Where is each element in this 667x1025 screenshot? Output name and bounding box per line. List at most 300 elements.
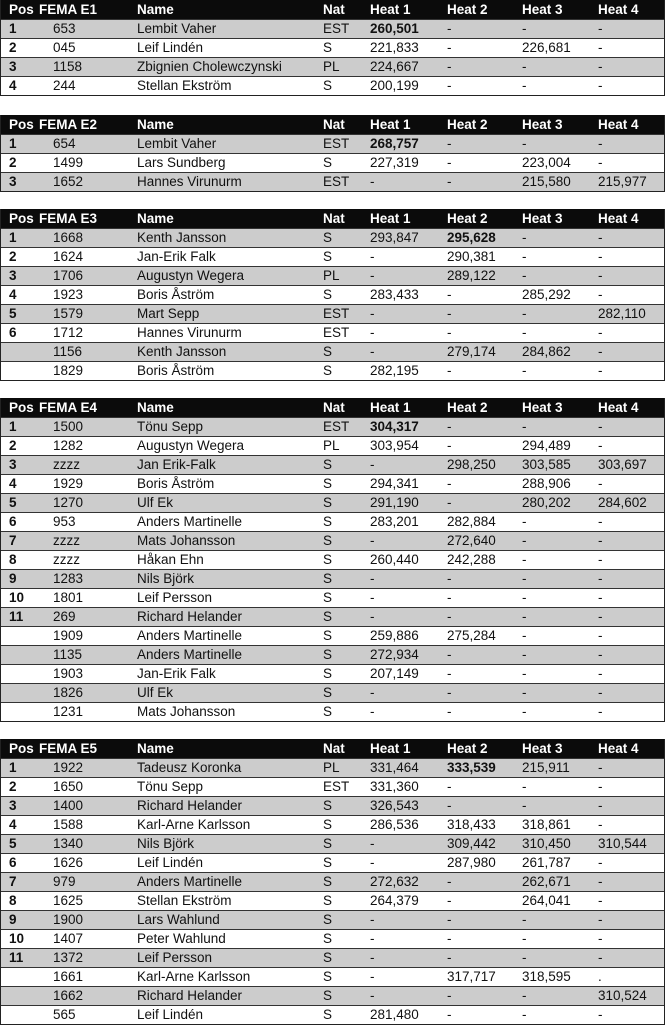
cell-h3: - — [522, 1007, 527, 1022]
cell-pos: 3 — [9, 798, 17, 813]
cell-h1: - — [370, 268, 375, 283]
cell-h4: 282,110 — [598, 306, 646, 321]
cell-h3: - — [522, 931, 527, 946]
cell-h3: - — [522, 419, 527, 434]
cell-h1: 331,360 — [370, 779, 419, 794]
cell-h2: - — [447, 438, 452, 453]
header-fema: FEMA E3 — [39, 211, 98, 226]
cell-h1: - — [370, 325, 375, 340]
cell-fema: 1903 — [53, 666, 84, 681]
cell-h4: - — [598, 666, 603, 681]
cell-nat: PL — [323, 760, 340, 775]
cell-pos: 9 — [9, 571, 17, 586]
cell-pos: 4 — [9, 78, 17, 93]
cell-pos: 1 — [9, 760, 17, 775]
cell-pos: 8 — [9, 893, 17, 908]
cell-h1: 260,440 — [370, 552, 419, 567]
cell-nat: S — [323, 931, 333, 946]
cell-name: Boris Åström — [137, 363, 215, 378]
cell-h2: 279,174 — [447, 344, 496, 359]
header-h4: Heat 4 — [598, 2, 639, 17]
header-fema: FEMA E5 — [39, 741, 98, 756]
cell-pos: 6 — [9, 855, 17, 870]
cell-h1: 268,757 — [370, 136, 419, 151]
table-row — [1, 76, 664, 95]
table-row — [1, 474, 664, 493]
cell-fema: 1579 — [53, 306, 84, 321]
cell-h2: - — [447, 704, 452, 719]
cell-h4: 284,602 — [598, 495, 647, 510]
cell-h1: - — [370, 685, 375, 700]
cell-h3: 288,906 — [522, 476, 571, 491]
cell-nat: S — [323, 344, 333, 359]
cell-h2: 282,884 — [447, 514, 496, 529]
cell-fema: 244 — [53, 78, 76, 93]
cell-h1: 291,190 — [370, 495, 419, 510]
header-fema: FEMA E1 — [39, 2, 98, 17]
cell-h1: 282,195 — [370, 363, 419, 378]
results-table — [0, 0, 665, 96]
cell-fema: 1626 — [53, 855, 84, 870]
cell-name: Richard Helander — [137, 988, 243, 1003]
cell-name: Kenth Jansson — [137, 344, 227, 359]
cell-h1: 283,433 — [370, 287, 419, 302]
table-row — [1, 569, 664, 588]
cell-h2: - — [447, 419, 452, 434]
cell-nat: S — [323, 457, 333, 472]
header-name: Name — [137, 117, 174, 132]
cell-name: Richard Helander — [137, 798, 243, 813]
cell-h1: 200,199 — [370, 78, 419, 93]
cell-fema: 1801 — [53, 590, 84, 605]
cell-h4: - — [598, 438, 603, 453]
table-row — [1, 417, 664, 436]
cell-h2: 317,717 — [447, 969, 496, 984]
cell-h1: - — [370, 344, 375, 359]
cell-nat: S — [323, 40, 333, 55]
cell-name: Ulf Ek — [137, 685, 174, 700]
cell-h1: - — [370, 969, 375, 984]
cell-h1: 272,632 — [370, 874, 419, 889]
cell-h4: - — [598, 647, 603, 662]
cell-h1: 227,319 — [370, 155, 419, 170]
cell-h1: - — [370, 704, 375, 719]
cell-name: Jan-Erik Falk — [137, 249, 216, 264]
cell-name: Leif Persson — [137, 950, 213, 965]
cell-nat: S — [323, 704, 333, 719]
cell-h3: - — [522, 249, 527, 264]
cell-pos: 1 — [9, 419, 17, 434]
header-h1: Heat 1 — [370, 2, 411, 17]
cell-h2: - — [447, 287, 452, 302]
cell-h3: - — [522, 704, 527, 719]
table-row — [1, 853, 664, 872]
cell-name: Anders Martinelle — [137, 628, 243, 643]
cell-name: Boris Åström — [137, 287, 215, 302]
cell-h3: - — [522, 666, 527, 681]
cell-h4: - — [598, 533, 603, 548]
cell-h4: - — [598, 571, 603, 586]
cell-h2: - — [447, 59, 452, 74]
cell-pos: 4 — [9, 476, 17, 491]
results-table — [0, 115, 665, 192]
cell-pos: 3 — [9, 268, 17, 283]
cell-h4: - — [598, 779, 603, 794]
cell-h1: 331,464 — [370, 760, 419, 775]
cell-h3: 262,671 — [522, 874, 571, 889]
cell-nat: EST — [323, 779, 350, 794]
header-fema: FEMA E2 — [39, 117, 98, 132]
cell-nat: S — [323, 647, 333, 662]
cell-h2: - — [447, 798, 452, 813]
cell-h2: - — [447, 306, 452, 321]
cell-h4: - — [598, 855, 603, 870]
cell-h1: 326,543 — [370, 798, 419, 813]
cell-h2: - — [447, 912, 452, 927]
cell-name: Anders Martinelle — [137, 874, 243, 889]
table-row — [1, 19, 664, 38]
table-header — [1, 115, 664, 134]
cell-fema: 1282 — [53, 438, 84, 453]
header-name: Name — [137, 741, 174, 756]
cell-h4: - — [598, 476, 603, 491]
cell-h2: 333,539 — [447, 760, 496, 775]
cell-name: Mats Johansson — [137, 533, 236, 548]
cell-h3: 318,861 — [522, 817, 571, 832]
cell-nat: S — [323, 571, 333, 586]
cell-h4: - — [598, 155, 603, 170]
cell-nat: S — [323, 533, 333, 548]
cell-nat: S — [323, 988, 333, 1003]
cell-h3: 303,585 — [522, 457, 571, 472]
table-row — [1, 626, 664, 645]
table-row — [1, 134, 664, 153]
cell-name: Leif Lindén — [137, 855, 204, 870]
cell-nat: S — [323, 1007, 333, 1022]
cell-h1: 260,501 — [370, 21, 419, 36]
cell-name: Nils Björk — [137, 836, 195, 851]
table-row — [1, 153, 664, 172]
cell-fema: 1661 — [53, 969, 84, 984]
cell-fema: 1407 — [53, 931, 84, 946]
cell-h1: - — [370, 306, 375, 321]
cell-h4: - — [598, 514, 603, 529]
cell-h4: - — [598, 685, 603, 700]
cell-h2: - — [447, 363, 452, 378]
cell-pos: 4 — [9, 287, 17, 302]
cell-name: Tönu Sepp — [137, 779, 204, 794]
cell-nat: S — [323, 836, 333, 851]
cell-h3: - — [522, 268, 527, 283]
cell-nat: EST — [323, 419, 350, 434]
header-pos: Pos — [9, 741, 34, 756]
table-row — [1, 645, 664, 664]
cell-h1: - — [370, 950, 375, 965]
table-row — [1, 683, 664, 702]
cell-nat: S — [323, 666, 333, 681]
header-h4: Heat 4 — [598, 741, 639, 756]
header-h1: Heat 1 — [370, 741, 411, 756]
header-h4: Heat 4 — [598, 400, 639, 415]
table-row — [1, 702, 664, 721]
cell-fema: 1588 — [53, 817, 84, 832]
cell-h4: - — [598, 230, 603, 245]
cell-name: Stellan Ekström — [137, 78, 232, 93]
cell-pos: 1 — [9, 136, 17, 151]
cell-nat: S — [323, 969, 333, 984]
cell-nat: EST — [323, 136, 350, 151]
cell-name: Kenth Jansson — [137, 230, 227, 245]
cell-h3: - — [522, 533, 527, 548]
cell-nat: S — [323, 155, 333, 170]
cell-h2: - — [447, 647, 452, 662]
cell-name: Anders Martinelle — [137, 647, 243, 662]
cell-h3: - — [522, 306, 527, 321]
table-row — [1, 285, 664, 304]
cell-h3: 318,595 — [522, 969, 571, 984]
cell-pos: 9 — [9, 912, 17, 927]
table-row — [1, 493, 664, 512]
cell-h2: 272,640 — [447, 533, 496, 548]
cell-h4: - — [598, 419, 603, 434]
cell-pos: 11 — [9, 609, 24, 624]
header-h2: Heat 2 — [447, 211, 488, 226]
table-row — [1, 228, 664, 247]
cell-name: Augustyn Wegera — [137, 268, 245, 283]
table-row — [1, 304, 664, 323]
cell-nat: S — [323, 950, 333, 965]
cell-h4: 310,544 — [598, 836, 647, 851]
cell-name: Anders Martinelle — [137, 514, 243, 529]
cell-nat: S — [323, 590, 333, 605]
cell-h2: 295,628 — [447, 230, 496, 245]
cell-nat: S — [323, 817, 333, 832]
cell-fema: zzzz — [53, 533, 80, 548]
table-row — [1, 172, 664, 191]
cell-h1: - — [370, 457, 375, 472]
cell-name: Stellan Ekström — [137, 893, 232, 908]
cell-name: Leif Lindén — [137, 40, 204, 55]
header-h4: Heat 4 — [598, 211, 639, 226]
table-row — [1, 323, 664, 342]
cell-name: Peter Wahlund — [137, 931, 226, 946]
cell-fema: 269 — [53, 609, 76, 624]
cell-name: Leif Lindén — [137, 1007, 204, 1022]
cell-h1: 286,536 — [370, 817, 419, 832]
results-table — [0, 398, 665, 722]
cell-h2: 289,122 — [447, 268, 496, 283]
table-header — [1, 209, 664, 228]
cell-h4: - — [598, 950, 603, 965]
table-header — [1, 0, 664, 19]
table-row — [1, 361, 664, 380]
cell-h4: 303,697 — [598, 457, 647, 472]
cell-h4: - — [598, 59, 603, 74]
cell-h2: - — [447, 931, 452, 946]
cell-nat: S — [323, 609, 333, 624]
cell-nat: EST — [323, 174, 350, 189]
cell-h4: - — [598, 931, 603, 946]
cell-pos: 5 — [9, 495, 17, 510]
cell-h1: 304,317 — [370, 419, 419, 434]
results-table — [0, 209, 665, 381]
cell-h2: - — [447, 1007, 452, 1022]
cell-fema: 1400 — [53, 798, 84, 813]
table-row — [1, 266, 664, 285]
header-nat: Nat — [323, 211, 345, 226]
cell-nat: PL — [323, 268, 340, 283]
cell-fema: 1829 — [53, 363, 84, 378]
cell-h1: - — [370, 533, 375, 548]
cell-name: Lembit Vaher — [137, 136, 217, 151]
cell-nat: EST — [323, 306, 350, 321]
cell-fema: 1158 — [53, 59, 83, 74]
cell-h1: 259,886 — [370, 628, 419, 643]
table-row — [1, 57, 664, 76]
cell-fema: 1652 — [53, 174, 84, 189]
cell-h2: 318,433 — [447, 817, 496, 832]
table-row — [1, 664, 664, 683]
cell-h3: - — [522, 514, 527, 529]
cell-nat: S — [323, 855, 333, 870]
cell-nat: EST — [323, 325, 350, 340]
cell-fema: 1270 — [53, 495, 84, 510]
cell-fema: 1283 — [53, 571, 84, 586]
cell-h4: - — [598, 136, 603, 151]
table-row — [1, 948, 664, 967]
cell-h1: - — [370, 174, 375, 189]
cell-fema: 1500 — [53, 419, 84, 434]
cell-name: Nils Björk — [137, 571, 195, 586]
cell-fema: 653 — [53, 21, 76, 36]
cell-name: Augustyn Wegera — [137, 438, 245, 453]
cell-h3: - — [522, 628, 527, 643]
cell-h2: - — [447, 779, 452, 794]
cell-pos: 2 — [9, 249, 17, 264]
header-h1: Heat 1 — [370, 117, 411, 132]
cell-name: Mats Johansson — [137, 704, 236, 719]
cell-h3: - — [522, 363, 527, 378]
cell-h1: 264,379 — [370, 893, 419, 908]
cell-fema: 1909 — [53, 628, 84, 643]
table-row — [1, 512, 664, 531]
cell-fema: 1923 — [53, 287, 84, 302]
header-h2: Heat 2 — [447, 741, 488, 756]
cell-pos: 5 — [9, 306, 17, 321]
cell-pos: 7 — [9, 874, 17, 889]
cell-pos: 3 — [9, 174, 17, 189]
header-h2: Heat 2 — [447, 117, 488, 132]
cell-h3: - — [522, 552, 527, 567]
cell-h3: - — [522, 647, 527, 662]
cell-pos: 3 — [9, 457, 17, 472]
cell-h2: - — [447, 988, 452, 1003]
cell-h3: - — [522, 950, 527, 965]
cell-h3: 264,041 — [522, 893, 571, 908]
cell-h1: - — [370, 836, 375, 851]
cell-fema: 979 — [53, 874, 76, 889]
header-nat: Nat — [323, 741, 345, 756]
cell-nat: S — [323, 893, 333, 908]
cell-pos: 6 — [9, 514, 17, 529]
cell-h3: - — [522, 988, 527, 1003]
cell-h4: - — [598, 344, 603, 359]
cell-h2: - — [447, 666, 452, 681]
header-nat: Nat — [323, 2, 345, 17]
cell-h1: 281,480 — [370, 1007, 419, 1022]
cell-h2: - — [447, 21, 452, 36]
cell-nat: PL — [323, 438, 340, 453]
table-row — [1, 891, 664, 910]
cell-pos: 1 — [9, 21, 17, 36]
cell-fema: 1706 — [53, 268, 84, 283]
cell-fema: zzzz — [53, 457, 80, 472]
cell-nat: S — [323, 912, 333, 927]
cell-h4: - — [598, 760, 603, 775]
cell-h3: - — [522, 325, 527, 340]
cell-nat: S — [323, 495, 333, 510]
header-fema: FEMA E4 — [39, 400, 98, 415]
cell-h3: - — [522, 590, 527, 605]
cell-h4: - — [598, 287, 603, 302]
cell-h2: - — [447, 571, 452, 586]
cell-h3: - — [522, 21, 527, 36]
cell-name: Ulf Ek — [137, 495, 174, 510]
cell-pos: 1 — [9, 230, 17, 245]
cell-fema: 1900 — [53, 912, 84, 927]
cell-h4: - — [598, 628, 603, 643]
header-name: Name — [137, 211, 174, 226]
cell-h3: 310,450 — [522, 836, 571, 851]
cell-h2: - — [447, 893, 452, 908]
table-row — [1, 777, 664, 796]
cell-h3: - — [522, 609, 527, 624]
table-row — [1, 834, 664, 853]
cell-h4: - — [598, 1007, 603, 1022]
cell-name: Boris Åström — [137, 476, 215, 491]
header-nat: Nat — [323, 400, 345, 415]
cell-h2: - — [447, 476, 452, 491]
cell-nat: PL — [323, 59, 340, 74]
cell-h2: - — [447, 78, 452, 93]
cell-h4: - — [598, 21, 603, 36]
table-row — [1, 342, 664, 361]
header-pos: Pos — [9, 400, 34, 415]
cell-h2: - — [447, 174, 452, 189]
header-h2: Heat 2 — [447, 2, 488, 17]
header-h1: Heat 1 — [370, 400, 411, 415]
cell-h3: - — [522, 912, 527, 927]
cell-h3: - — [522, 59, 527, 74]
cell-h2: - — [447, 609, 452, 624]
cell-name: Lembit Vaher — [137, 21, 217, 36]
cell-nat: S — [323, 514, 333, 529]
header-pos: Pos — [9, 117, 34, 132]
cell-nat: S — [323, 363, 333, 378]
header-h2: Heat 2 — [447, 400, 488, 415]
cell-nat: EST — [323, 21, 350, 36]
cell-h4: 215,977 — [598, 174, 647, 189]
table-row — [1, 436, 664, 455]
header-h4: Heat 4 — [598, 117, 639, 132]
cell-h2: 309,442 — [447, 836, 496, 851]
cell-h3: - — [522, 230, 527, 245]
cell-h2: 287,980 — [447, 855, 496, 870]
cell-fema: 1650 — [53, 779, 84, 794]
cell-h1: - — [370, 590, 375, 605]
header-h1: Heat 1 — [370, 211, 411, 226]
header-h3: Heat 3 — [522, 211, 563, 226]
